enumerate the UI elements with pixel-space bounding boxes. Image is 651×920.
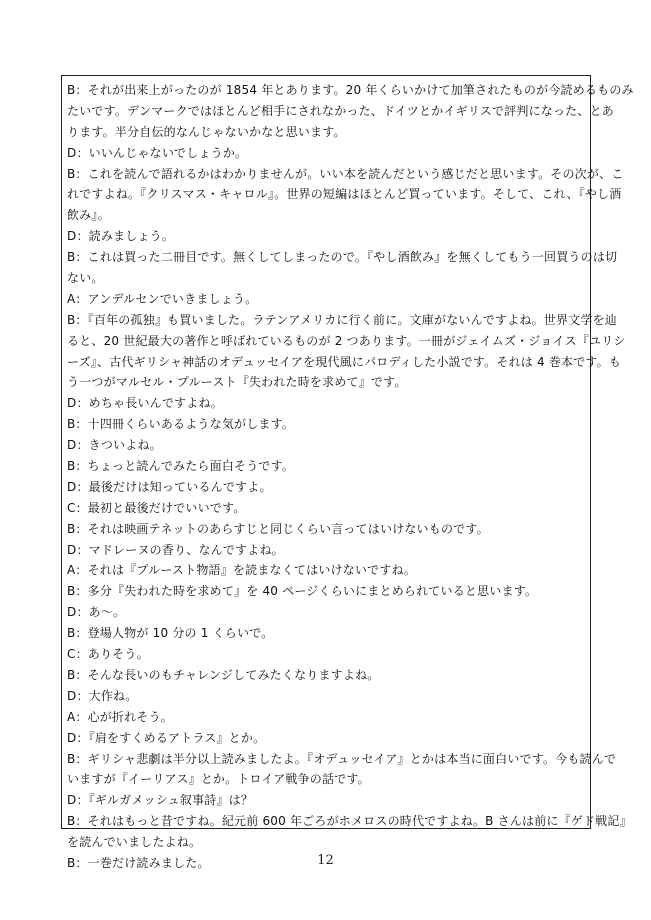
transcript-line: ります。半分自伝的なんじゃないかなと思います。 [67, 124, 346, 139]
transcript-line: B：それはもっと昔ですね。紀元前 600 年ごろがホメロスの時代ですよね。B さんは前に『ゲド戦記』 [67, 814, 632, 829]
transcript-line: ーズ』、古代ギリシャ神話のオデュッセイアを現代風にパロディした小説です。それは 4 巻本です。も [67, 354, 622, 369]
transcript-line: う一つがマルセル・プルースト『失われた時を求めて』です。 [67, 375, 407, 390]
transcript-line: B：これは買った二冊目です。無くしてしまったので。『やし酒飲み』を無くしてもう一回買うのは切 [67, 250, 618, 265]
transcript-line: B：それは映画テネットのあらすじと同じくらい言ってはいけないものです。 [67, 521, 489, 536]
transcript-line: D：『ギルガメッシュ叙事詩』は？ [67, 793, 254, 808]
transcript-line: B：それが出来上がったのが 1854 年とあります。20 年くらいかけて加筆されたものが今読めるものみ [67, 83, 634, 97]
transcript-line: C：ありそう。 [67, 647, 149, 662]
transcript-line: D：あ～。 [67, 605, 126, 620]
transcript-line: 飲み』。 [67, 208, 110, 223]
transcript-line: B：そんな長いのもチャレンジしてみたくなりますよね。 [67, 667, 380, 682]
transcript-line: D：最後だけは知っているんですよ。 [67, 479, 272, 494]
transcript-line: B：一巻だけ読みました。 [67, 855, 210, 870]
transcript-line: B：多分『失われた時を求めて』を 40 ページくらいにまとめられていると思います。 [67, 584, 538, 599]
transcript-line: B：登場人物が 10 分の 1 くらいで。 [67, 626, 274, 641]
transcript-line: ない。 [67, 271, 104, 286]
transcript-line: A：心が折れそう。 [67, 709, 174, 724]
transcript-line: D：大作ね。 [67, 688, 138, 703]
transcript-line: D：マドレーヌの香り、なんですよね。 [67, 542, 284, 557]
transcript-line: A：それは『プルースト物語』を読まなくてはいけないですね。 [67, 563, 416, 578]
transcript-line: れですよね。『クリスマス・キャロル』。世界の短編はほとんど買っています。そして、これ、『やし酒 [67, 187, 622, 202]
transcript-line: B：ちょっと読んでみたら面白そうです。 [67, 459, 295, 474]
transcript-line: B：十四冊くらいあるような気がします。 [67, 417, 295, 432]
transcript-line: A：アンデルセンでいきましょう。 [67, 291, 258, 306]
transcript-line: B：『百年の孤独』も買いました。ラテンアメリカに行く前に。文庫がないんですよね。世界文学を辿 [67, 312, 617, 327]
transcript-line: D：読みましょう。 [67, 229, 175, 244]
transcript-line: B：ギリシャ悲劇は半分以上読みましたよ。『オデュッセイア』とかは本当に面白いです。今も読んで [67, 751, 617, 766]
transcript-line: D：『肩をすくめるアトラス』とか。 [67, 730, 266, 745]
transcript-line: D：いいんじゃないでしょうか。 [67, 145, 248, 160]
transcript-line: を読んでいましたよね。 [67, 835, 202, 850]
transcript-line: D：めちゃ長いんですよね。 [67, 396, 223, 411]
transcript-line: たいです。デンマークではほとんど相手にされなかった、ドイツとかイギリスで評判になった、とあ [67, 103, 614, 118]
transcript-line: ると、20 世紀最大の著作と呼ばれているものが 2 つあります。一冊がジェイムズ・ジョイス『ユリシ [67, 333, 626, 348]
transcript-line: C：最初と最後だけでいいです。 [67, 500, 246, 515]
transcript-line: D：きついよね。 [67, 438, 162, 453]
transcript-line: B：これを読んで語れるかはわかりませんが。いい本を読んだという感じだと思います。その次が、こ [67, 166, 624, 181]
transcript-line: いますが『イーリアス』とか。トロイア戦争の話です。 [67, 772, 370, 787]
page-number: 12 [317, 853, 334, 868]
